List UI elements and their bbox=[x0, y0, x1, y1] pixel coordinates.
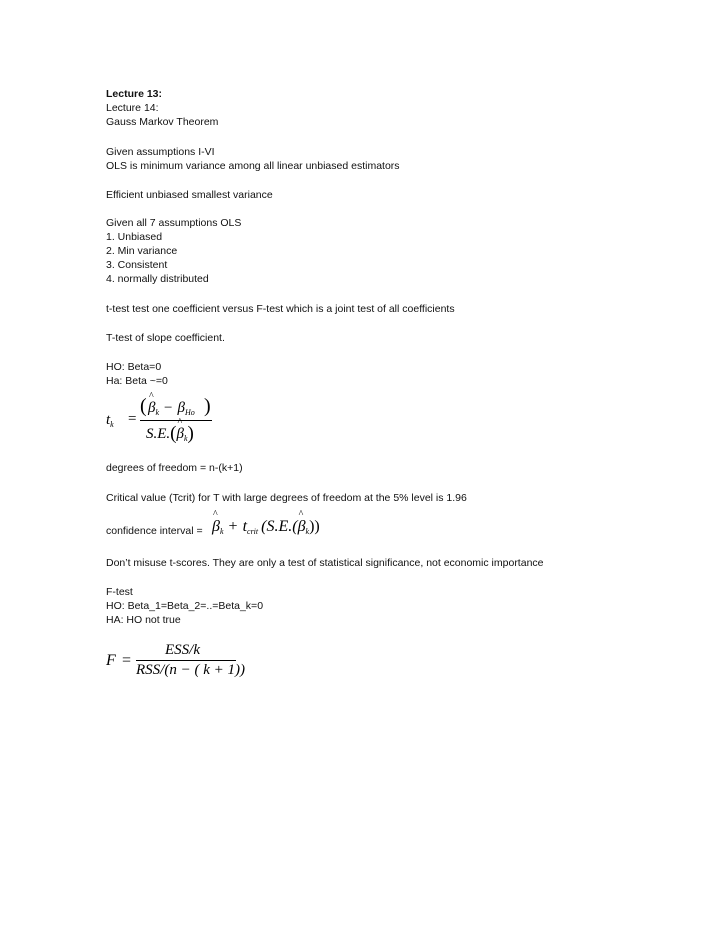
beta-ho: β bbox=[177, 400, 185, 416]
confidence-interval-equation bbox=[212, 518, 320, 536]
null-hypothesis: HO: Beta=0 bbox=[106, 361, 162, 373]
t-equals: = bbox=[128, 411, 137, 427]
f-test-heading: F-test bbox=[106, 586, 133, 598]
f-denominator: RSS/(n − ( k + 1)) bbox=[136, 662, 245, 678]
given-all-7-text: Given all 7 assumptions OLS bbox=[106, 217, 242, 229]
den-beta-hat: ^ β bbox=[177, 426, 184, 443]
f-statistic-equation bbox=[106, 640, 246, 685]
f-null-hypothesis: HO: Beta_1=Beta_2=..=Beta_k=0 bbox=[106, 600, 264, 612]
list-item-min-variance: 2. Min variance bbox=[106, 245, 178, 257]
ttest-slope-text: T-test of slope coefficient. bbox=[106, 332, 225, 344]
se-text: S.E. bbox=[146, 426, 171, 442]
den-beta-sub: k bbox=[183, 434, 188, 443]
confidence-interval-label: confidence interval = bbox=[106, 525, 203, 537]
t-num-close-paren: ) bbox=[204, 395, 211, 417]
t-num-open-paren: ( bbox=[140, 395, 147, 417]
t-statistic-equation bbox=[106, 395, 226, 445]
f-numerator: ESS/k bbox=[165, 642, 200, 658]
t-den-open-paren: ( bbox=[170, 423, 177, 444]
lecture-13-heading: Lecture 13: bbox=[106, 88, 163, 100]
ci-beta-sub-2: k bbox=[305, 527, 310, 536]
f-alt-hypothesis: HA: HO not true bbox=[106, 614, 181, 626]
ci-t-symbol: t bbox=[242, 518, 248, 535]
f-lhs: F bbox=[106, 652, 116, 669]
efficient-text: Efficient unbiased smallest variance bbox=[106, 189, 273, 201]
t-denominator bbox=[146, 422, 194, 444]
t-subscript: k bbox=[110, 420, 114, 429]
ci-beta-hat: ^ β bbox=[212, 518, 220, 536]
alt-hypothesis: Ha: Beta ~=0 bbox=[106, 375, 168, 387]
list-item-normally-distributed: 4. normally distributed bbox=[106, 273, 209, 285]
beta-sub-ho: Ho bbox=[185, 408, 195, 417]
list-item-unbiased: 1. Unbiased bbox=[106, 231, 163, 243]
t-symbol: t bbox=[106, 412, 111, 428]
ols-min-variance-text: OLS is minimum variance among all linear unbiased estimators bbox=[106, 160, 400, 172]
ci-beta-hat-2: ^ β bbox=[298, 518, 306, 536]
degrees-of-freedom-text: degrees of freedom = n-(k+1) bbox=[106, 462, 243, 474]
ci-close-text: )) bbox=[309, 518, 320, 535]
t-fraction-bar bbox=[140, 420, 212, 421]
beta-sub-k: k bbox=[155, 408, 160, 417]
ci-beta-sub: k bbox=[219, 527, 224, 536]
ttest-vs-ftest-text: t-test test one coefficient versus F-test which is a joint test of all coefficients bbox=[106, 303, 455, 315]
f-equals: = bbox=[122, 652, 132, 669]
ci-plus-sign: + bbox=[228, 518, 238, 535]
given-assumptions-text: Given assumptions I-VI bbox=[106, 146, 215, 158]
lecture-14-heading: Lecture 14: bbox=[106, 102, 159, 114]
critical-value-text: Critical value (Tcrit) for T with large degrees of freedom at the 5% level is 1.96 bbox=[106, 492, 467, 504]
list-item-consistent: 3. Consistent bbox=[106, 259, 168, 271]
f-fraction-bar bbox=[136, 660, 236, 661]
dont-misuse-text: Don’t misuse t-scores. They are only a test of statistical significance, not economic importance bbox=[106, 557, 544, 569]
t-numerator bbox=[148, 400, 195, 417]
ci-open-text: (S.E.( bbox=[261, 518, 298, 535]
ci-t-sub-crit: crit bbox=[247, 527, 259, 536]
minus-sign: − bbox=[164, 400, 173, 416]
gauss-markov-title: Gauss Markov Theorem bbox=[106, 116, 219, 128]
t-den-close-paren: ) bbox=[187, 423, 194, 444]
t-lhs bbox=[106, 412, 114, 429]
beta-hat-k: ^ β bbox=[148, 400, 155, 417]
